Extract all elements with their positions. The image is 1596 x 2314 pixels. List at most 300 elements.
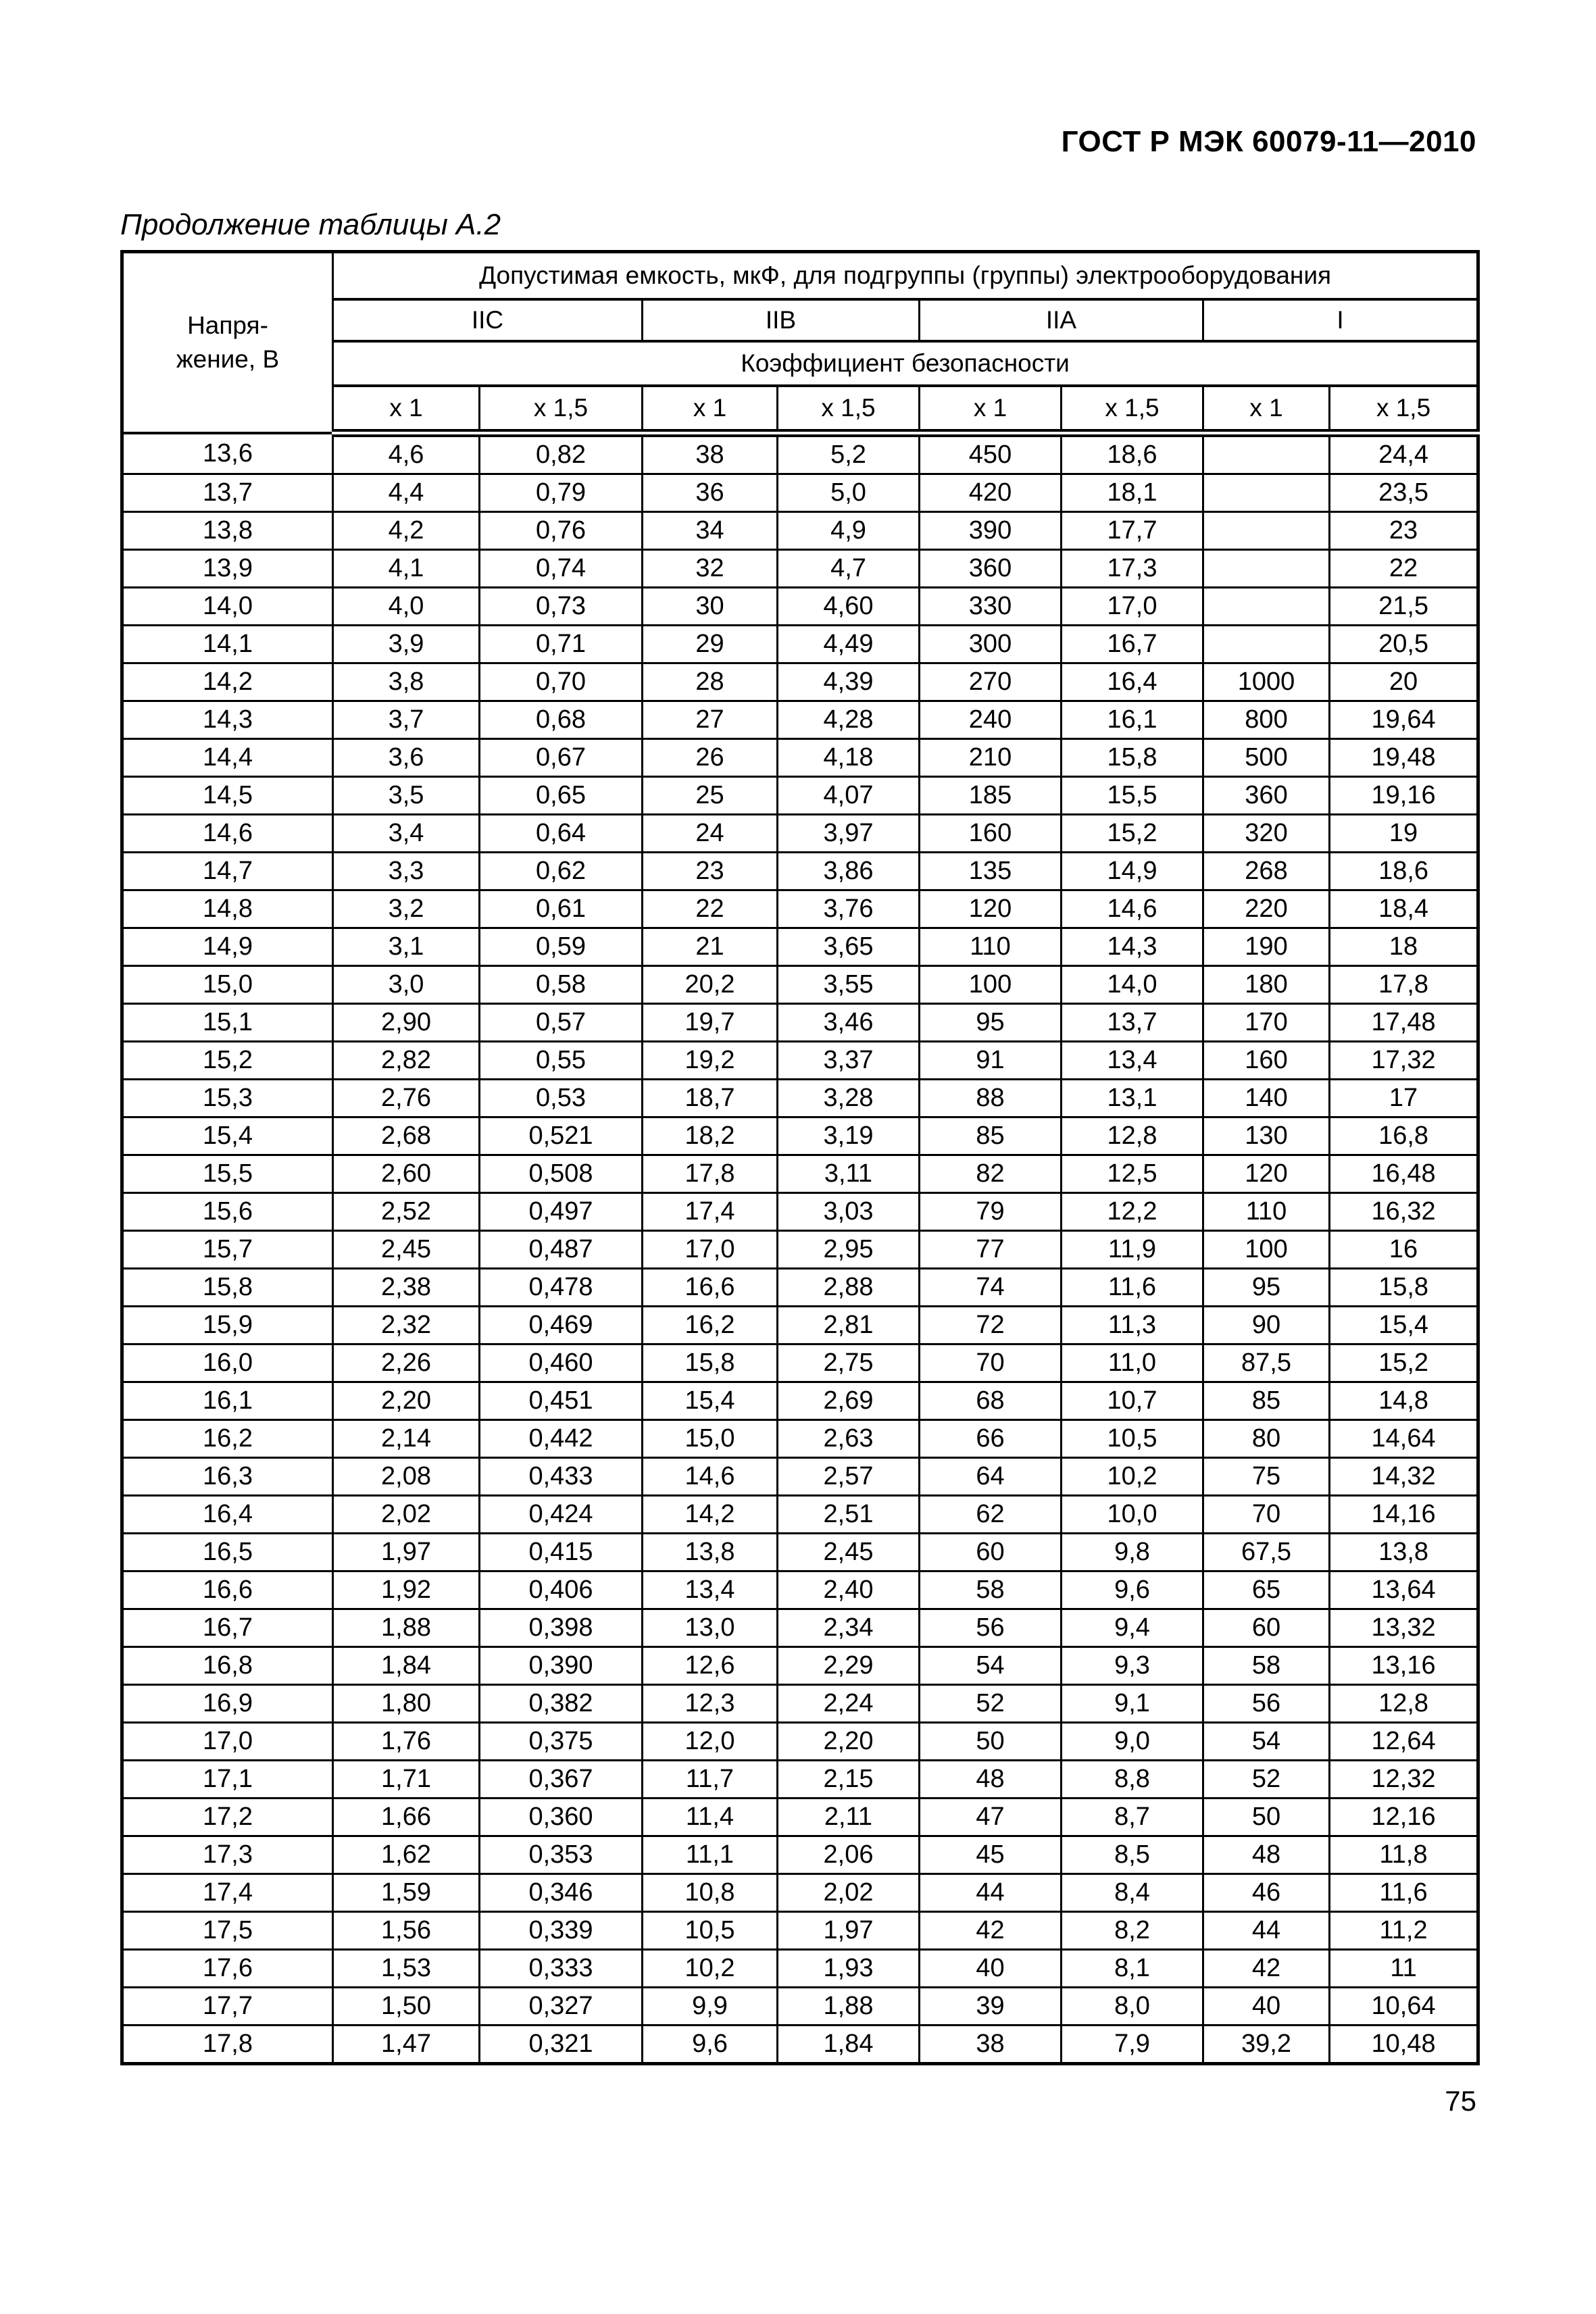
- capacity-value-cell: 1,53: [333, 1950, 480, 1988]
- capacity-value-cell: 2,24: [778, 1685, 920, 1723]
- capacity-value-cell: 13,7: [1062, 1004, 1203, 1042]
- table-row: [122, 1155, 1478, 1193]
- capacity-value-cell: 1,76: [333, 1723, 480, 1761]
- table-row: [122, 1874, 1478, 1912]
- capacity-value-cell: 13,32: [1330, 1609, 1478, 1647]
- capacity-value-cell: 130: [1203, 1117, 1330, 1155]
- capacity-value-cell: 50: [1203, 1799, 1330, 1836]
- capacity-value-cell: 50: [920, 1723, 1062, 1761]
- capacity-value-cell: 1,84: [778, 2026, 920, 2064]
- capacity-value-cell: 38: [643, 433, 778, 474]
- capacitance-table: [120, 250, 1480, 2065]
- capacity-value-cell: 38: [920, 2026, 1062, 2064]
- capacity-value-cell: 19: [1330, 815, 1478, 853]
- capacity-value-cell: 0,55: [480, 1042, 643, 1080]
- capacity-value-cell: 21,5: [1330, 588, 1478, 626]
- capacity-value-cell: 11,2: [1330, 1912, 1478, 1950]
- capacity-value-cell: 3,55: [778, 966, 920, 1004]
- table-row: [122, 890, 1478, 928]
- capacity-value-cell: 1,71: [333, 1761, 480, 1799]
- table-row: [122, 1117, 1478, 1155]
- capacity-value-cell: 1,97: [778, 1912, 920, 1950]
- capacity-value-cell: 2,34: [778, 1609, 920, 1647]
- capacity-value-cell: 0,67: [480, 739, 643, 777]
- group-header-iib: IIB: [643, 299, 920, 341]
- capacity-value-cell: 23: [643, 853, 778, 890]
- capacity-value-cell: 42: [1203, 1950, 1330, 1988]
- voltage-cell: 16,8: [122, 1647, 333, 1685]
- capacity-value-cell: 12,8: [1062, 1117, 1203, 1155]
- capacity-value-cell: 2,90: [333, 1004, 480, 1042]
- table-row: [122, 1988, 1478, 2026]
- capacity-value-cell: 16,7: [1062, 626, 1203, 663]
- capacity-value-cell: 450: [920, 433, 1062, 474]
- capacity-value-cell: 3,37: [778, 1042, 920, 1080]
- capacity-value-cell: 2,06: [778, 1836, 920, 1874]
- voltage-cell: 17,1: [122, 1761, 333, 1799]
- capacity-value-cell: 0,65: [480, 777, 643, 815]
- capacity-value-cell: 3,86: [778, 853, 920, 890]
- capacity-value-cell: 1,84: [333, 1647, 480, 1685]
- capacity-value-cell: 15,8: [643, 1344, 778, 1382]
- capacity-value-cell: 18: [1330, 928, 1478, 966]
- capacity-value-cell: 14,32: [1330, 1458, 1478, 1496]
- capacity-value-cell: 95: [1203, 1269, 1330, 1307]
- capacity-value-cell: 2,57: [778, 1458, 920, 1496]
- capacity-value-cell: 180: [1203, 966, 1330, 1004]
- voltage-cell: 15,3: [122, 1080, 333, 1117]
- group-header-iia: IIA: [920, 299, 1203, 341]
- capacity-value-cell: 160: [1203, 1042, 1330, 1080]
- capacity-value-cell: 62: [920, 1496, 1062, 1534]
- capacity-value-cell: 2,15: [778, 1761, 920, 1799]
- capacity-value-cell: 1,66: [333, 1799, 480, 1836]
- capacity-value-cell: 0,406: [480, 1571, 643, 1609]
- capacity-value-cell: 17,4: [643, 1193, 778, 1231]
- factor-label: x 1,5: [1330, 386, 1478, 433]
- capacity-value-cell: 11,7: [643, 1761, 778, 1799]
- table-row: [122, 1950, 1478, 1988]
- capacity-value-cell: 2,63: [778, 1420, 920, 1458]
- capacity-value-cell: 32: [643, 550, 778, 588]
- capacity-value-cell: 17,8: [1330, 966, 1478, 1004]
- voltage-cell: 14,3: [122, 701, 333, 739]
- table-row: [122, 1004, 1478, 1042]
- factor-label: x 1: [333, 386, 480, 433]
- capacity-value-cell: 4,18: [778, 739, 920, 777]
- document-header: ГОСТ Р МЭК 60079-11—2010: [1061, 125, 1476, 158]
- capacity-value-cell: 3,46: [778, 1004, 920, 1042]
- capacity-value-cell: 18,6: [1062, 433, 1203, 474]
- capacity-value-cell: 19,7: [643, 1004, 778, 1042]
- table-row: [122, 1761, 1478, 1799]
- capacity-value-cell: 15,4: [643, 1382, 778, 1420]
- table-row: [122, 1647, 1478, 1685]
- capacity-value-cell: 0,367: [480, 1761, 643, 1799]
- voltage-header-line2: жение, В: [176, 345, 280, 374]
- capacity-value-cell: 46: [1203, 1874, 1330, 1912]
- capacity-value-cell: 22: [1330, 550, 1478, 588]
- capacity-value-cell: 77: [920, 1231, 1062, 1269]
- capacity-value-cell: 0,460: [480, 1344, 643, 1382]
- capacity-value-cell: 3,2: [333, 890, 480, 928]
- capacity-value-cell: 220: [1203, 890, 1330, 928]
- voltage-cell: 15,8: [122, 1269, 333, 1307]
- capacity-value-cell: 1,80: [333, 1685, 480, 1723]
- table-row: [122, 853, 1478, 890]
- capacity-value-cell: 2,68: [333, 1117, 480, 1155]
- capacity-value-cell: 3,03: [778, 1193, 920, 1231]
- capacity-value-cell: 44: [920, 1874, 1062, 1912]
- capacity-value-cell: 500: [1203, 739, 1330, 777]
- capacity-value-cell: 16,4: [1062, 663, 1203, 701]
- table-row: [122, 626, 1478, 663]
- capacity-value-cell: 10,0: [1062, 1496, 1203, 1534]
- capacity-value-cell: 3,11: [778, 1155, 920, 1193]
- page-number: 75: [1445, 2085, 1476, 2117]
- capacity-value-cell: 14,8: [1330, 1382, 1478, 1420]
- capacity-value-cell: 135: [920, 853, 1062, 890]
- capacity-value-cell: [1203, 550, 1330, 588]
- capacity-value-cell: 18,4: [1330, 890, 1478, 928]
- capacity-value-cell: 10,8: [643, 1874, 778, 1912]
- capacity-value-cell: 0,375: [480, 1723, 643, 1761]
- voltage-cell: 15,4: [122, 1117, 333, 1155]
- voltage-cell: 17,2: [122, 1799, 333, 1836]
- capacity-value-cell: 40: [920, 1950, 1062, 1988]
- factor-label: x 1,5: [480, 386, 643, 433]
- capacity-value-cell: 3,28: [778, 1080, 920, 1117]
- safety-factor-header: Коэффициент безопасности: [333, 341, 1478, 386]
- capacity-value-cell: 2,88: [778, 1269, 920, 1307]
- capacity-value-cell: 19,16: [1330, 777, 1478, 815]
- factor-label: x 1: [643, 386, 778, 433]
- voltage-cell: 14,0: [122, 588, 333, 626]
- capacity-value-cell: 80: [1203, 1420, 1330, 1458]
- capacity-value-cell: 0,469: [480, 1307, 643, 1344]
- capacity-value-cell: 12,8: [1330, 1685, 1478, 1723]
- capacity-value-cell: 0,327: [480, 1988, 643, 2026]
- capacity-value-cell: 13,4: [1062, 1042, 1203, 1080]
- capacity-value-cell: 17,48: [1330, 1004, 1478, 1042]
- capacity-value-cell: 1000: [1203, 663, 1330, 701]
- table-row: [122, 433, 1478, 474]
- voltage-cell: 17,0: [122, 1723, 333, 1761]
- capacity-value-cell: 21: [643, 928, 778, 966]
- table-row: [122, 701, 1478, 739]
- capacity-value-cell: 2,02: [333, 1496, 480, 1534]
- capacity-value-cell: 2,52: [333, 1193, 480, 1231]
- voltage-cell: 15,6: [122, 1193, 333, 1231]
- capacity-value-cell: 70: [1203, 1496, 1330, 1534]
- capacity-value-cell: 3,4: [333, 815, 480, 853]
- capacity-value-cell: 800: [1203, 701, 1330, 739]
- capacity-value-cell: 88: [920, 1080, 1062, 1117]
- capacity-value-cell: 0,521: [480, 1117, 643, 1155]
- capacity-value-cell: 4,60: [778, 588, 920, 626]
- capacity-value-cell: 25: [643, 777, 778, 815]
- capacity-value-cell: 13,4: [643, 1571, 778, 1609]
- capacity-value-cell: 91: [920, 1042, 1062, 1080]
- capacity-value-cell: 3,8: [333, 663, 480, 701]
- capacity-value-cell: 17,0: [1062, 588, 1203, 626]
- capacity-value-cell: 12,5: [1062, 1155, 1203, 1193]
- voltage-cell: 17,3: [122, 1836, 333, 1874]
- capacity-value-cell: 2,32: [333, 1307, 480, 1344]
- capacity-value-cell: 16,1: [1062, 701, 1203, 739]
- capacity-value-cell: 54: [1203, 1723, 1330, 1761]
- voltage-cell: 16,9: [122, 1685, 333, 1723]
- capacity-value-cell: 11,6: [1330, 1874, 1478, 1912]
- capacity-value-cell: 12,64: [1330, 1723, 1478, 1761]
- capacity-value-cell: 56: [920, 1609, 1062, 1647]
- capacity-value-cell: 15,0: [643, 1420, 778, 1458]
- capacity-value-cell: 10,5: [643, 1912, 778, 1950]
- capacity-value-cell: 13,16: [1330, 1647, 1478, 1685]
- capacity-value-cell: 2,95: [778, 1231, 920, 1269]
- capacity-value-cell: 20: [1330, 663, 1478, 701]
- capacity-value-cell: 18,7: [643, 1080, 778, 1117]
- capacity-value-cell: 140: [1203, 1080, 1330, 1117]
- capacity-value-cell: 13,64: [1330, 1571, 1478, 1609]
- capacity-value-cell: 240: [920, 701, 1062, 739]
- voltage-cell: 16,1: [122, 1382, 333, 1420]
- capacity-value-cell: [1203, 512, 1330, 550]
- capacity-value-cell: 4,7: [778, 550, 920, 588]
- capacity-value-cell: 75: [1203, 1458, 1330, 1496]
- capacity-value-cell: 420: [920, 474, 1062, 512]
- capacity-value-cell: 11,0: [1062, 1344, 1203, 1382]
- capacity-header: Допустимая емкость, мкФ, для подгруппы (группы) электрооборудования: [333, 252, 1478, 300]
- table-row: [122, 966, 1478, 1004]
- factor-label: x 1,5: [778, 386, 920, 433]
- voltage-cell: 16,3: [122, 1458, 333, 1496]
- capacity-value-cell: 95: [920, 1004, 1062, 1042]
- capacity-value-cell: 2,60: [333, 1155, 480, 1193]
- capacity-value-cell: 4,39: [778, 663, 920, 701]
- capacity-value-cell: 2,40: [778, 1571, 920, 1609]
- capacity-value-cell: 190: [1203, 928, 1330, 966]
- capacity-value-cell: 15,8: [1062, 739, 1203, 777]
- capacity-value-cell: 3,65: [778, 928, 920, 966]
- table-row: [122, 1042, 1478, 1080]
- capacity-value-cell: 16,2: [643, 1307, 778, 1344]
- capacity-value-cell: 0,442: [480, 1420, 643, 1458]
- capacity-value-cell: 3,97: [778, 815, 920, 853]
- capacity-value-cell: 8,2: [1062, 1912, 1203, 1950]
- capacity-value-cell: 15,4: [1330, 1307, 1478, 1344]
- capacity-value-cell: 9,0: [1062, 1723, 1203, 1761]
- capacity-value-cell: 17,0: [643, 1231, 778, 1269]
- voltage-cell: 14,6: [122, 815, 333, 853]
- capacity-value-cell: 18,6: [1330, 853, 1478, 890]
- table-body: [122, 433, 1478, 2064]
- capacity-value-cell: 10,48: [1330, 2026, 1478, 2064]
- table-row: [122, 1799, 1478, 1836]
- capacity-value-cell: 1,47: [333, 2026, 480, 2064]
- capacity-value-cell: 13,8: [1330, 1534, 1478, 1571]
- capacity-value-cell: 2,76: [333, 1080, 480, 1117]
- capacity-value-cell: 10,64: [1330, 1988, 1478, 2026]
- capacity-value-cell: 0,382: [480, 1685, 643, 1723]
- capacity-value-cell: 0,346: [480, 1874, 643, 1912]
- capacity-value-cell: 23: [1330, 512, 1478, 550]
- capacity-value-cell: 360: [1203, 777, 1330, 815]
- capacity-value-cell: 11,1: [643, 1836, 778, 1874]
- factor-label: x 1: [920, 386, 1062, 433]
- capacity-value-cell: 4,4: [333, 474, 480, 512]
- capacity-value-cell: 39: [920, 1988, 1062, 2026]
- capacity-value-cell: 8,8: [1062, 1761, 1203, 1799]
- capacity-value-cell: 14,2: [643, 1496, 778, 1534]
- capacity-value-cell: 4,2: [333, 512, 480, 550]
- capacity-value-cell: 9,6: [643, 2026, 778, 2064]
- capacity-value-cell: 120: [1203, 1155, 1330, 1193]
- capacity-value-cell: 3,19: [778, 1117, 920, 1155]
- table-row: [122, 663, 1478, 701]
- capacity-value-cell: 54: [920, 1647, 1062, 1685]
- voltage-cell: 14,9: [122, 928, 333, 966]
- capacity-value-cell: 3,5: [333, 777, 480, 815]
- capacity-value-cell: 14,0: [1062, 966, 1203, 1004]
- capacity-value-cell: 19,2: [643, 1042, 778, 1080]
- capacity-value-cell: 18,1: [1062, 474, 1203, 512]
- capacity-value-cell: 22: [643, 890, 778, 928]
- capacity-value-cell: 4,07: [778, 777, 920, 815]
- voltage-cell: 16,5: [122, 1534, 333, 1571]
- capacity-value-cell: 29: [643, 626, 778, 663]
- capacity-value-cell: 110: [920, 928, 1062, 966]
- capacity-value-cell: 13,8: [643, 1534, 778, 1571]
- capacity-value-cell: 12,32: [1330, 1761, 1478, 1799]
- group-header-i: I: [1203, 299, 1478, 341]
- table-row: [122, 1609, 1478, 1647]
- capacity-value-cell: 0,478: [480, 1269, 643, 1307]
- capacity-value-cell: 8,1: [1062, 1950, 1203, 1988]
- capacity-value-cell: 13,0: [643, 1609, 778, 1647]
- capacity-value-cell: 2,38: [333, 1269, 480, 1307]
- capacity-value-cell: 390: [920, 512, 1062, 550]
- table-row: [122, 1420, 1478, 1458]
- capacity-value-cell: 67,5: [1203, 1534, 1330, 1571]
- capacity-value-cell: 4,49: [778, 626, 920, 663]
- capacity-value-cell: 0,424: [480, 1496, 643, 1534]
- capacity-value-cell: 0,53: [480, 1080, 643, 1117]
- capacity-value-cell: 44: [1203, 1912, 1330, 1950]
- capacity-value-cell: 2,08: [333, 1458, 480, 1496]
- capacity-value-cell: 15,2: [1062, 815, 1203, 853]
- capacity-value-cell: 58: [920, 1571, 1062, 1609]
- capacity-value-cell: 47: [920, 1799, 1062, 1836]
- table-row: [122, 1231, 1478, 1269]
- capacity-value-cell: 1,62: [333, 1836, 480, 1874]
- capacity-value-cell: 0,71: [480, 626, 643, 663]
- table-row: [122, 1458, 1478, 1496]
- capacity-value-cell: 4,6: [333, 433, 480, 474]
- capacity-value-cell: 9,4: [1062, 1609, 1203, 1647]
- capacity-value-cell: 8,4: [1062, 1874, 1203, 1912]
- table-row: [122, 777, 1478, 815]
- capacity-value-cell: 0,508: [480, 1155, 643, 1193]
- table-row: [122, 1496, 1478, 1534]
- capacity-value-cell: 0,76: [480, 512, 643, 550]
- capacity-value-cell: 1,88: [778, 1988, 920, 2026]
- capacity-value-cell: 5,0: [778, 474, 920, 512]
- table-row: [122, 1836, 1478, 1874]
- capacity-value-cell: 110: [1203, 1193, 1330, 1231]
- capacity-value-cell: 90: [1203, 1307, 1330, 1344]
- capacity-value-cell: 100: [1203, 1231, 1330, 1269]
- table-row: [122, 928, 1478, 966]
- capacity-value-cell: 82: [920, 1155, 1062, 1193]
- voltage-cell: 15,0: [122, 966, 333, 1004]
- capacity-value-cell: [1203, 474, 1330, 512]
- capacity-value-cell: 0,73: [480, 588, 643, 626]
- capacity-value-cell: 2,69: [778, 1382, 920, 1420]
- capacity-value-cell: 17,3: [1062, 550, 1203, 588]
- capacity-value-cell: 30: [643, 588, 778, 626]
- capacity-value-cell: 0,339: [480, 1912, 643, 1950]
- capacity-value-cell: 300: [920, 626, 1062, 663]
- capacity-value-cell: 3,6: [333, 739, 480, 777]
- capacity-value-cell: 27: [643, 701, 778, 739]
- capacity-value-cell: 4,28: [778, 701, 920, 739]
- capacity-value-cell: 12,0: [643, 1723, 778, 1761]
- capacity-value-cell: 2,14: [333, 1420, 480, 1458]
- capacity-value-cell: 11,3: [1062, 1307, 1203, 1344]
- capacity-value-cell: 52: [1203, 1761, 1330, 1799]
- capacity-value-cell: 15,5: [1062, 777, 1203, 815]
- capacity-value-cell: 60: [920, 1534, 1062, 1571]
- voltage-cell: 14,5: [122, 777, 333, 815]
- capacity-value-cell: 12,3: [643, 1685, 778, 1723]
- capacity-value-cell: 2,11: [778, 1799, 920, 1836]
- table-row: [122, 550, 1478, 588]
- capacity-value-cell: 1,97: [333, 1534, 480, 1571]
- capacity-value-cell: 48: [1203, 1836, 1330, 1874]
- table-row: [122, 815, 1478, 853]
- capacity-value-cell: 1,93: [778, 1950, 920, 1988]
- capacity-value-cell: 0,497: [480, 1193, 643, 1231]
- capacity-value-cell: 14,6: [643, 1458, 778, 1496]
- table-row: [122, 1571, 1478, 1609]
- capacity-value-cell: 2,75: [778, 1344, 920, 1382]
- capacity-value-cell: 40: [1203, 1988, 1330, 2026]
- table-row: [122, 1382, 1478, 1420]
- capacity-value-cell: 4,9: [778, 512, 920, 550]
- capacity-value-cell: 0,360: [480, 1799, 643, 1836]
- capacity-value-cell: 10,5: [1062, 1420, 1203, 1458]
- capacity-value-cell: 0,333: [480, 1950, 643, 1988]
- capacity-value-cell: 0,79: [480, 474, 643, 512]
- voltage-cell: 15,5: [122, 1155, 333, 1193]
- capacity-value-cell: 19,64: [1330, 701, 1478, 739]
- table-row: [122, 512, 1478, 550]
- factor-label: x 1,5: [1062, 386, 1203, 433]
- capacity-value-cell: 16,6: [643, 1269, 778, 1307]
- capacity-value-cell: 210: [920, 739, 1062, 777]
- capacity-value-cell: 100: [920, 966, 1062, 1004]
- capacity-value-cell: 330: [920, 588, 1062, 626]
- capacity-value-cell: 1,50: [333, 1988, 480, 2026]
- capacity-value-cell: 2,20: [333, 1382, 480, 1420]
- capacity-value-cell: 2,45: [778, 1534, 920, 1571]
- capacity-value-cell: 9,9: [643, 1988, 778, 2026]
- capacity-value-cell: 20,5: [1330, 626, 1478, 663]
- capacity-value-cell: 70: [920, 1344, 1062, 1382]
- capacity-value-cell: 20,2: [643, 966, 778, 1004]
- voltage-cell: 15,2: [122, 1042, 333, 1080]
